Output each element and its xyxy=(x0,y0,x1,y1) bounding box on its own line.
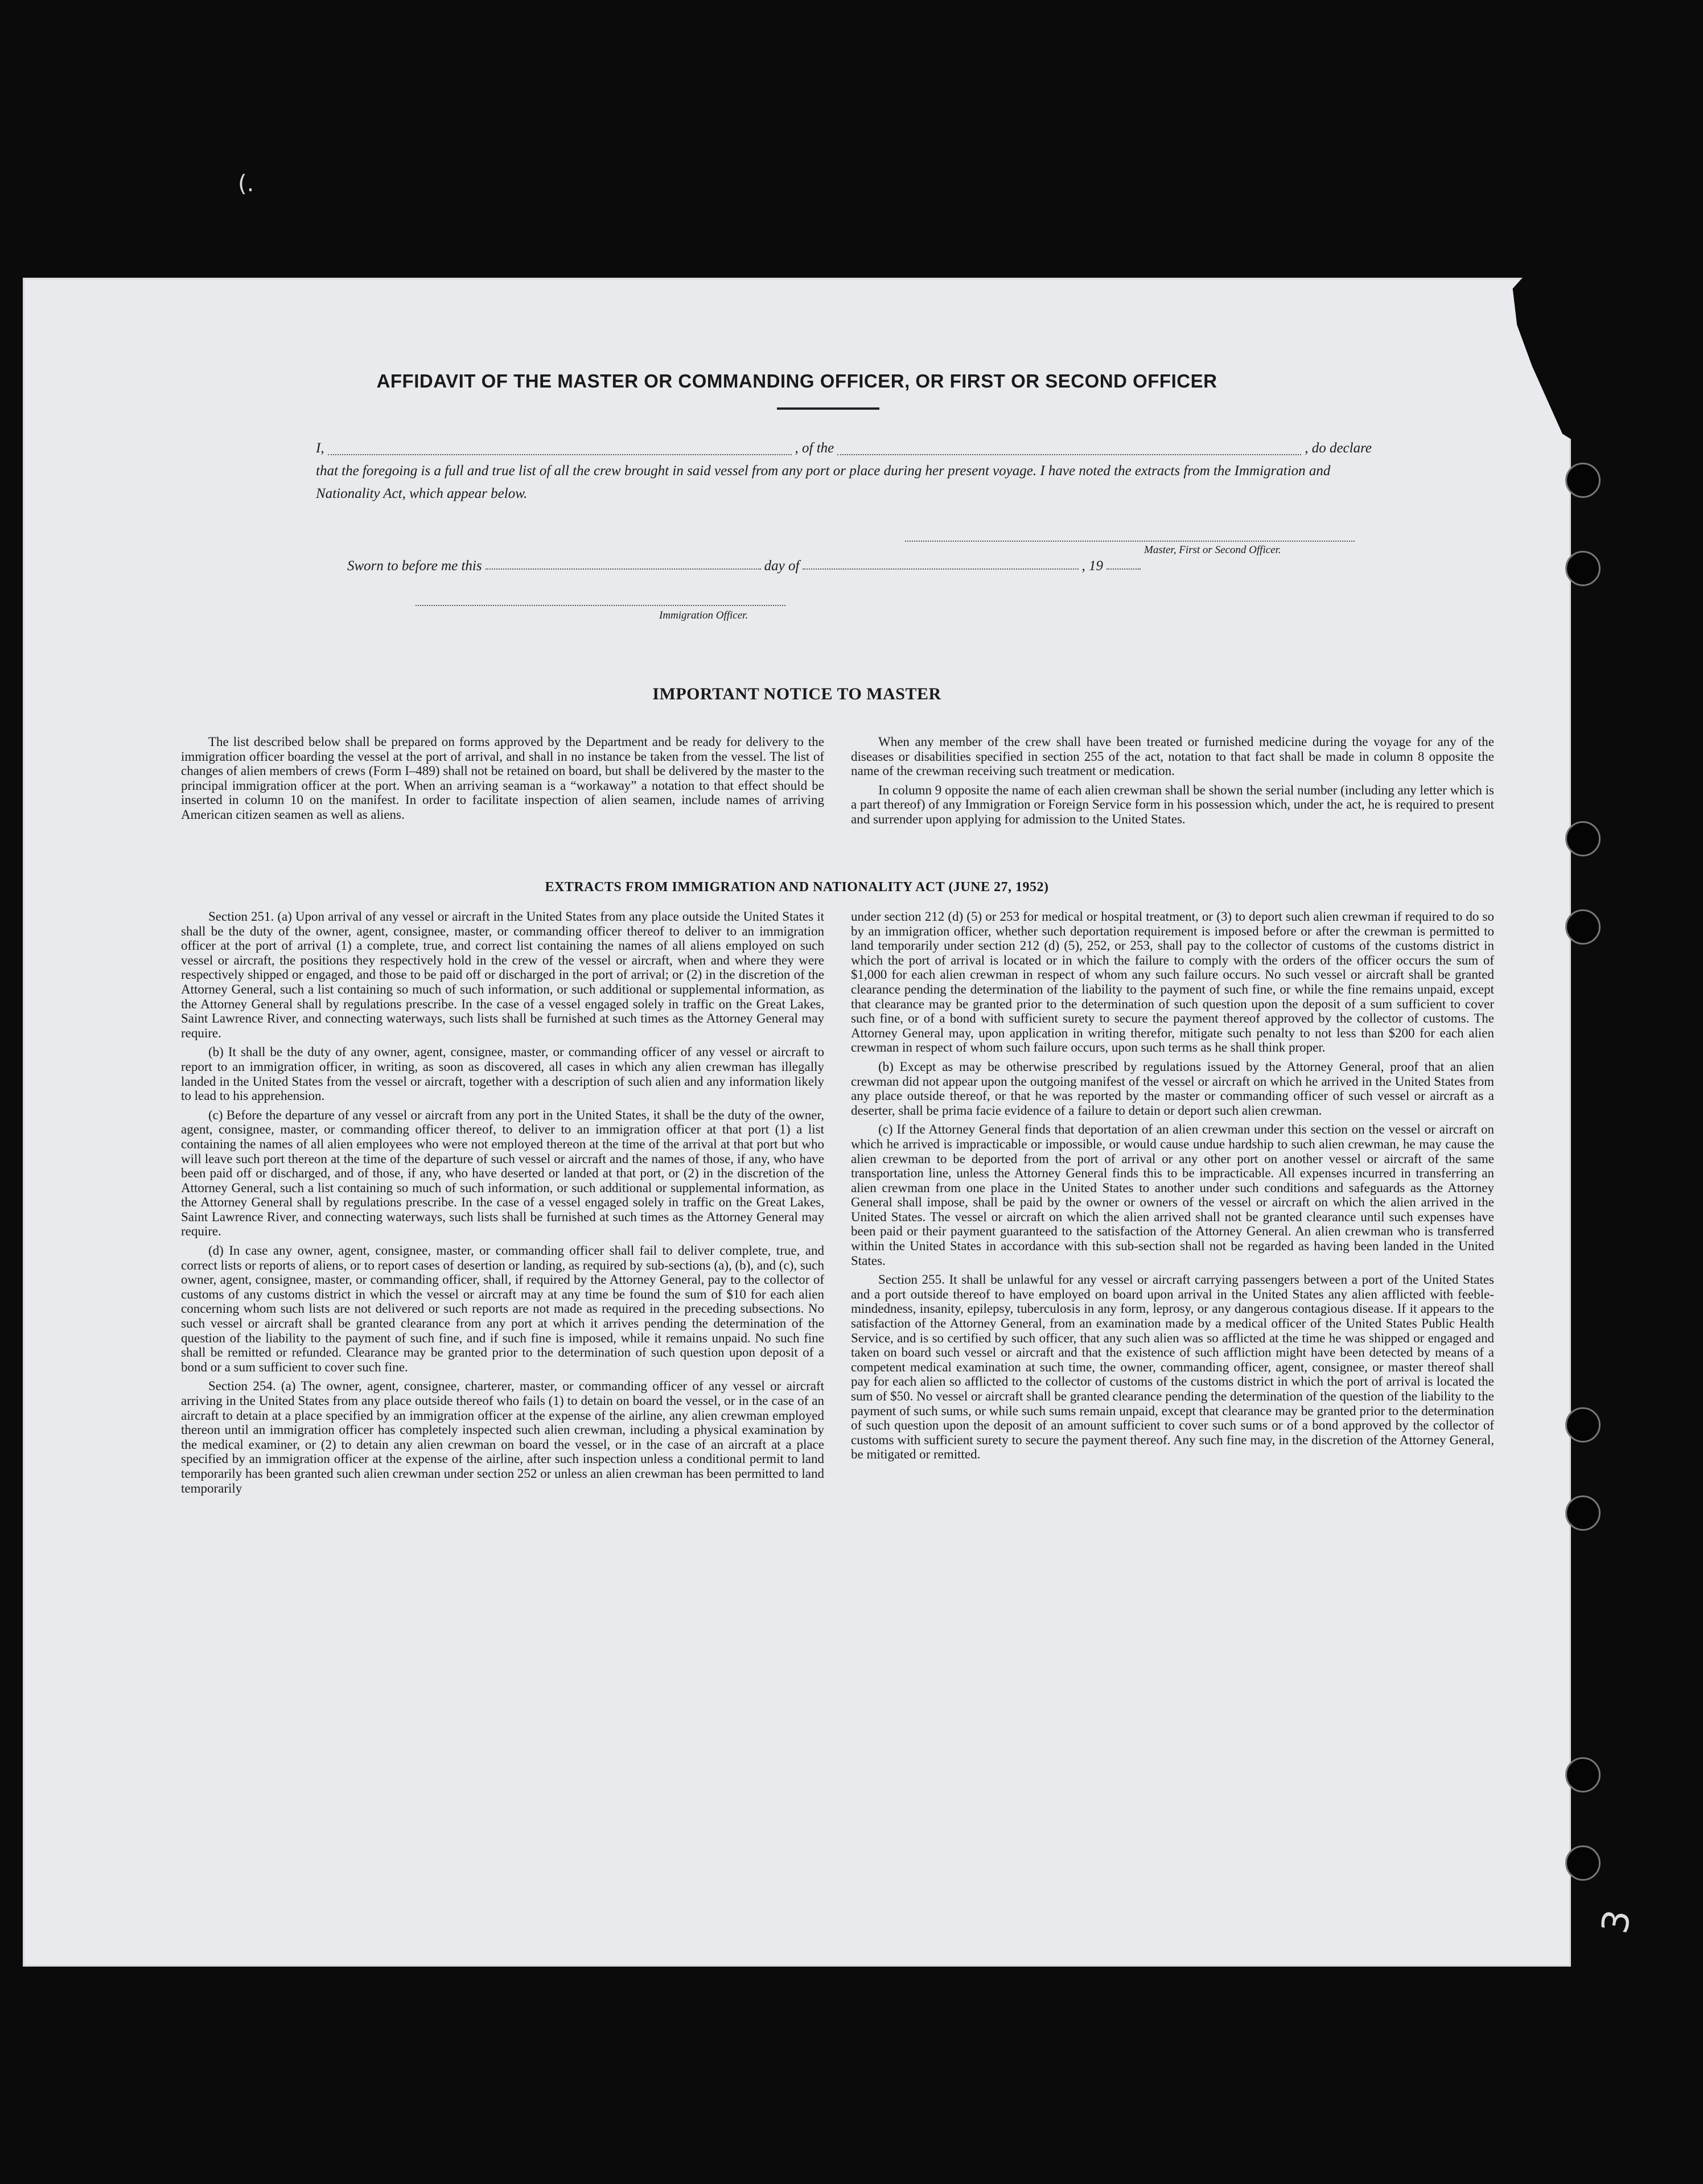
notice-right-paragraph: In column 9 opposite the name of each alien crewman shall be shown the serial number (including any letter which is a part thereof) of any Immigration or Foreign Service form in his possession which, under the act, he is required to present and surrender upon applying for admission to the United States. xyxy=(851,782,1494,826)
year-label: , 19 xyxy=(1081,558,1104,574)
notice-right-column xyxy=(851,735,1494,827)
sworn-date-field[interactable] xyxy=(486,568,761,570)
officer-signature-line[interactable] xyxy=(416,605,785,606)
sworn-year-field[interactable] xyxy=(1106,568,1141,570)
extract-paragraph: (c) If the Attorney General finds that deportation of an alien crewman under this section on the vessel or aircraft on which he arrived is impracticable or impossible, or would cause undue hardship to such alien crewman, he may cause the alien crewman to be deported from the port of arrival or any other port on another vessel or aircraft of the same transportation line, unless the Attorney General finds this to be impracticable. All expenses incurred in transferring an alien crewman from one place in the United States to another under such conditions and safeguards as the Attorney General shall impose, shall be paid by the owner or owners of the vessel or aircraft on which the alien arrived in the United States. The vessel or aircraft on which the alien arrived shall not be granted clearance until such expenses have been paid or their payment guaranteed to the satisfaction of the Attorney General. An alien crewman who is transferred within the United States in accordance with this sub-section shall not be regarded as having been landed in the United States. xyxy=(851,1122,1494,1268)
master-caption: Master, First or Second Officer. xyxy=(1144,544,1281,556)
declaration-text: that the foregoing is a full and true list of all the crew brought in said vessel from any port or place during her present voyage. I have noted the extracts from the Immigration and Nationality Act, which appear below. xyxy=(316,463,1331,501)
extract-paragraph: (b) Except as may be otherwise prescribed by regulations issued by the Attorney General, proof that an alien crewman did not appear upon the outgoing manifest of the vessel or aircraft on which he arrived in the United States from any place outside thereof, or that he was reported by the master or commanding officer of such vessel or aircraft as a deserter, shall be prima facie evidence of a failure to detain or deport such alien crewman. xyxy=(851,1059,1494,1118)
extracts-left-column xyxy=(181,909,824,1495)
affidavit-title: AFFIDAVIT OF THE MASTER OR COMMANDING OFFICER, OR FIRST OR SECOND OFFICER xyxy=(376,370,1217,392)
extract-paragraph: under section 212 (d) (5) or 253 for medical or hospital treatment, or (3) to deport such alien crewman if required to do so by an immigration officer, whether such deportation requirement is imposed before or after the crewman is permitted to land temporarily under section 212 (d) (5), 252, or 253, shall pay to the collector of customs of the customs district in which the port of arrival is located or in which the failure to comply with the orders of the officer occurs the sum of $1,000 for each alien crewman in respect of whom any such failure occurs. No such vessel or aircraft shall be granted clearance pending the determination of the liability to the payment of such fine, or while the fine remains unpaid, except that clearance may be granted prior to the determination of such question upon the deposit of a sum sufficient to cover such fine, or of a bond with sufficient surety to secure the payment thereof approved by the collector of customs. The Attorney General may, upon application in writing therefor, mitigate such penalty to not less than $200 for each alien crewman in respect of whom such failure occurs, upon such terms as he shall think proper. xyxy=(851,909,1494,1055)
do-declare-label: , do declare xyxy=(1305,440,1372,456)
notice-right-paragraph: When any member of the crew shall have been treated or furnished medicine during the voyage for any of the diseases or disabilities specified in section 255 of the act, notation to that fact shall be made in column 8 opposite the name of the crewman receiving such treatment or medication. xyxy=(851,735,1494,778)
notice-left-paragraph: The list described below shall be prepared on forms approved by the Department and be ready for delivery to the immigration officer boarding the vessel at the port of arrival, and shall in no instance be taken from the vessel. The list of changes of alien members of crews (Form I–489) shall not be retained on board, but shall be delivered by the master to the principal immigration officer at the port. When an arriving seaman is a “workaway” a notation to that effect should be inserted in column 10 on the manifest. In order to facilitate inspection of alien seamen, include names of arriving American citizen seamen as well as aliens. xyxy=(181,735,824,822)
sworn-month-field[interactable] xyxy=(803,568,1078,570)
i-label: I, xyxy=(316,440,324,456)
officer-caption: Immigration Officer. xyxy=(659,609,748,621)
punch-hole xyxy=(1565,1407,1601,1443)
sworn-line xyxy=(347,558,1144,574)
of-the-label: , of the xyxy=(795,440,834,456)
left-margin-mark: (. xyxy=(238,171,254,197)
name-field[interactable] xyxy=(328,454,792,455)
punch-hole xyxy=(1565,1495,1601,1531)
extracts-right-column xyxy=(851,909,1494,1462)
extract-paragraph: Section 255. It shall be unlawful for any vessel or aircraft carrying passengers between a port of the United States and a port outside thereof to have employed on board upon arrival in the United States any alien afflicted with feeble-mindedness, insanity, epilepsy, tuberculosis in any form, leprosy, or any dangerous contagious disease. If it appears to the satisfaction of the Attorney General, from an examination made by a medical officer of the United States Public Health Service, and is so certified by such officer, that any such alien was so afflicted at the time he was shipped or engaged and taken on board such vessel or aircraft and that the existence of such affliction might have been detected by means of a competent medical examination at such time, the owner, commanding officer, agent, consignee, or master thereof shall pay for each alien so afflicted to the collector of customs of the customs district in which the port of arrival is located the sum of $50. No vessel or aircraft shall be granted clearance pending the determination of the question of the liability to the payment of such sums, or while such sums remain unpaid, except that clearance may be granted prior to the determination of such question upon the deposit of an amount sufficient to cover such sums or of a bond approved by the collector of customs with sufficient surety to secure the payment thereof. Any such fine may, in the discretion of the Attorney General, be mitigated or remitted. xyxy=(851,1272,1494,1462)
extract-paragraph: (d) In case any owner, agent, consignee, master, or commanding officer shall fail to deliver complete, true, and correct lists or reports of aliens, or to report cases of desertion or landing, as required by sub-sections (a), (b), and (c), such owner, agent, consignee, master, or commanding officer, shall, if required by the Attorney General, pay to the collector of customs of any customs district in which the vessel or aircraft may at any time be found the sum of $10 for each alien concerning whom such lists are not delivered or such reports are not made as required in the preceding subsections. No such vessel or aircraft shall be granted clearance from any port at which it arrives pending the determination of the question of the liability to the payment of such fine, and if such fine is imposed, while it remains unpaid. No such fine shall be remitted or refunded. Clearance may be granted prior to the determination of such question upon deposit of a bond or a sum sufficient to cover such fine. xyxy=(181,1243,824,1374)
punch-hole xyxy=(1565,551,1601,586)
extract-paragraph: Section 251. (a) Upon arrival of any vessel or aircraft in the United States from any place outside the United States it shall be the duty of the owner, agent, consignee, master, or commanding officer thereof to deliver to an immigration officer at the port of arrival (1) a complete, true, and correct list containing the names of all aliens employed on such vessel or aircraft, the positions they respectively hold in the crew of the vessel or aircraft, when and where they were respectively shipped or engaged, and those to be paid off or discharged in the port of arrival; or (2) in the discretion of the Attorney General, such a list containing so much of such information, or such additional or supplemental information, as the Attorney General shall by regulations prescribe. In the case of a vessel engaged solely in traffic on the Great Lakes, Saint Lawrence River, and connecting waterways, such lists shall be furnished at such times as the Attorney General may require. xyxy=(181,909,824,1040)
punch-hole xyxy=(1565,463,1601,498)
sworn-label: Sworn to before me this xyxy=(347,558,482,574)
day-of-label: day of xyxy=(764,558,800,574)
extract-paragraph: Section 254. (a) The owner, agent, consignee, charterer, master, or commanding officer of any vessel or aircraft arriving in the United States from any place outside thereof who fails (1) to detain on board the vessel, or in the case of an aircraft to detain at a place specified by an immigration officer at the expense of the airline, any alien crewman employed thereon until an immigration officer has completely inspected such alien crewman, including a physical examination by the medical examiner, or (2) to detain any alien crewman on board the vessel, or in the case of an aircraft at a place specified by an immigration officer at the expense of the airline, after such inspection unless a conditional permit to land temporarily has been granted such alien crewman under section 252 or unless an alien crewman has been permitted to land temporarily xyxy=(181,1379,824,1495)
punch-hole xyxy=(1565,909,1601,945)
extract-paragraph: (b) It shall be the duty of any owner, agent, consignee, master, or commanding officer of any vessel or aircraft to report to an immigration officer, in writing, as soon as discovered, all cases in which any alien crewman has illegally landed in the United States from the vessel or aircraft, together with a description of such alien and any information likely to lead to his apprehension. xyxy=(181,1045,824,1103)
vessel-field[interactable] xyxy=(837,454,1301,455)
title-rule xyxy=(777,407,879,410)
extract-paragraph: (c) Before the departure of any vessel or aircraft from any port in the United States, it shall be the duty of the owner, agent, consignee, master, or commanding officer thereof, to deliver to an immigration officer at that port (1) a list containing the names of all alien employees who were not employed thereon at the time of the arrival at that port but who will leave such port thereon at the time of the departure of such vessel or aircraft and the names of those, if any, who have been paid off or discharged, and of those, if any, who have deserted or landed at that port, or (2) in the discretion of the Attorney General, such a list containing so much of such information, or such additional or supplemental information, as the Attorney General shall by regulations prescribe. In the case of a vessel engaged solely in traffic on the Great Lakes, Saint Lawrence River, and connecting waterways, such lists shall be furnished at such times as the Attorney General may require. xyxy=(181,1107,824,1239)
document-page xyxy=(23,278,1571,1967)
notice-title: IMPORTANT NOTICE TO MASTER xyxy=(652,685,941,703)
torn-corner xyxy=(1465,275,1573,440)
master-signature-line[interactable] xyxy=(905,541,1355,542)
extracts-title: EXTRACTS FROM IMMIGRATION AND NATIONALITY ACT (JUNE 27, 1952) xyxy=(545,880,1049,895)
right-margin-mark: 3 xyxy=(1594,1906,1640,1937)
notice-left-column xyxy=(181,735,824,822)
punch-hole xyxy=(1565,1845,1601,1881)
punch-hole xyxy=(1565,821,1601,856)
punch-hole xyxy=(1565,1757,1601,1792)
affidavit-declaration xyxy=(316,437,1372,505)
